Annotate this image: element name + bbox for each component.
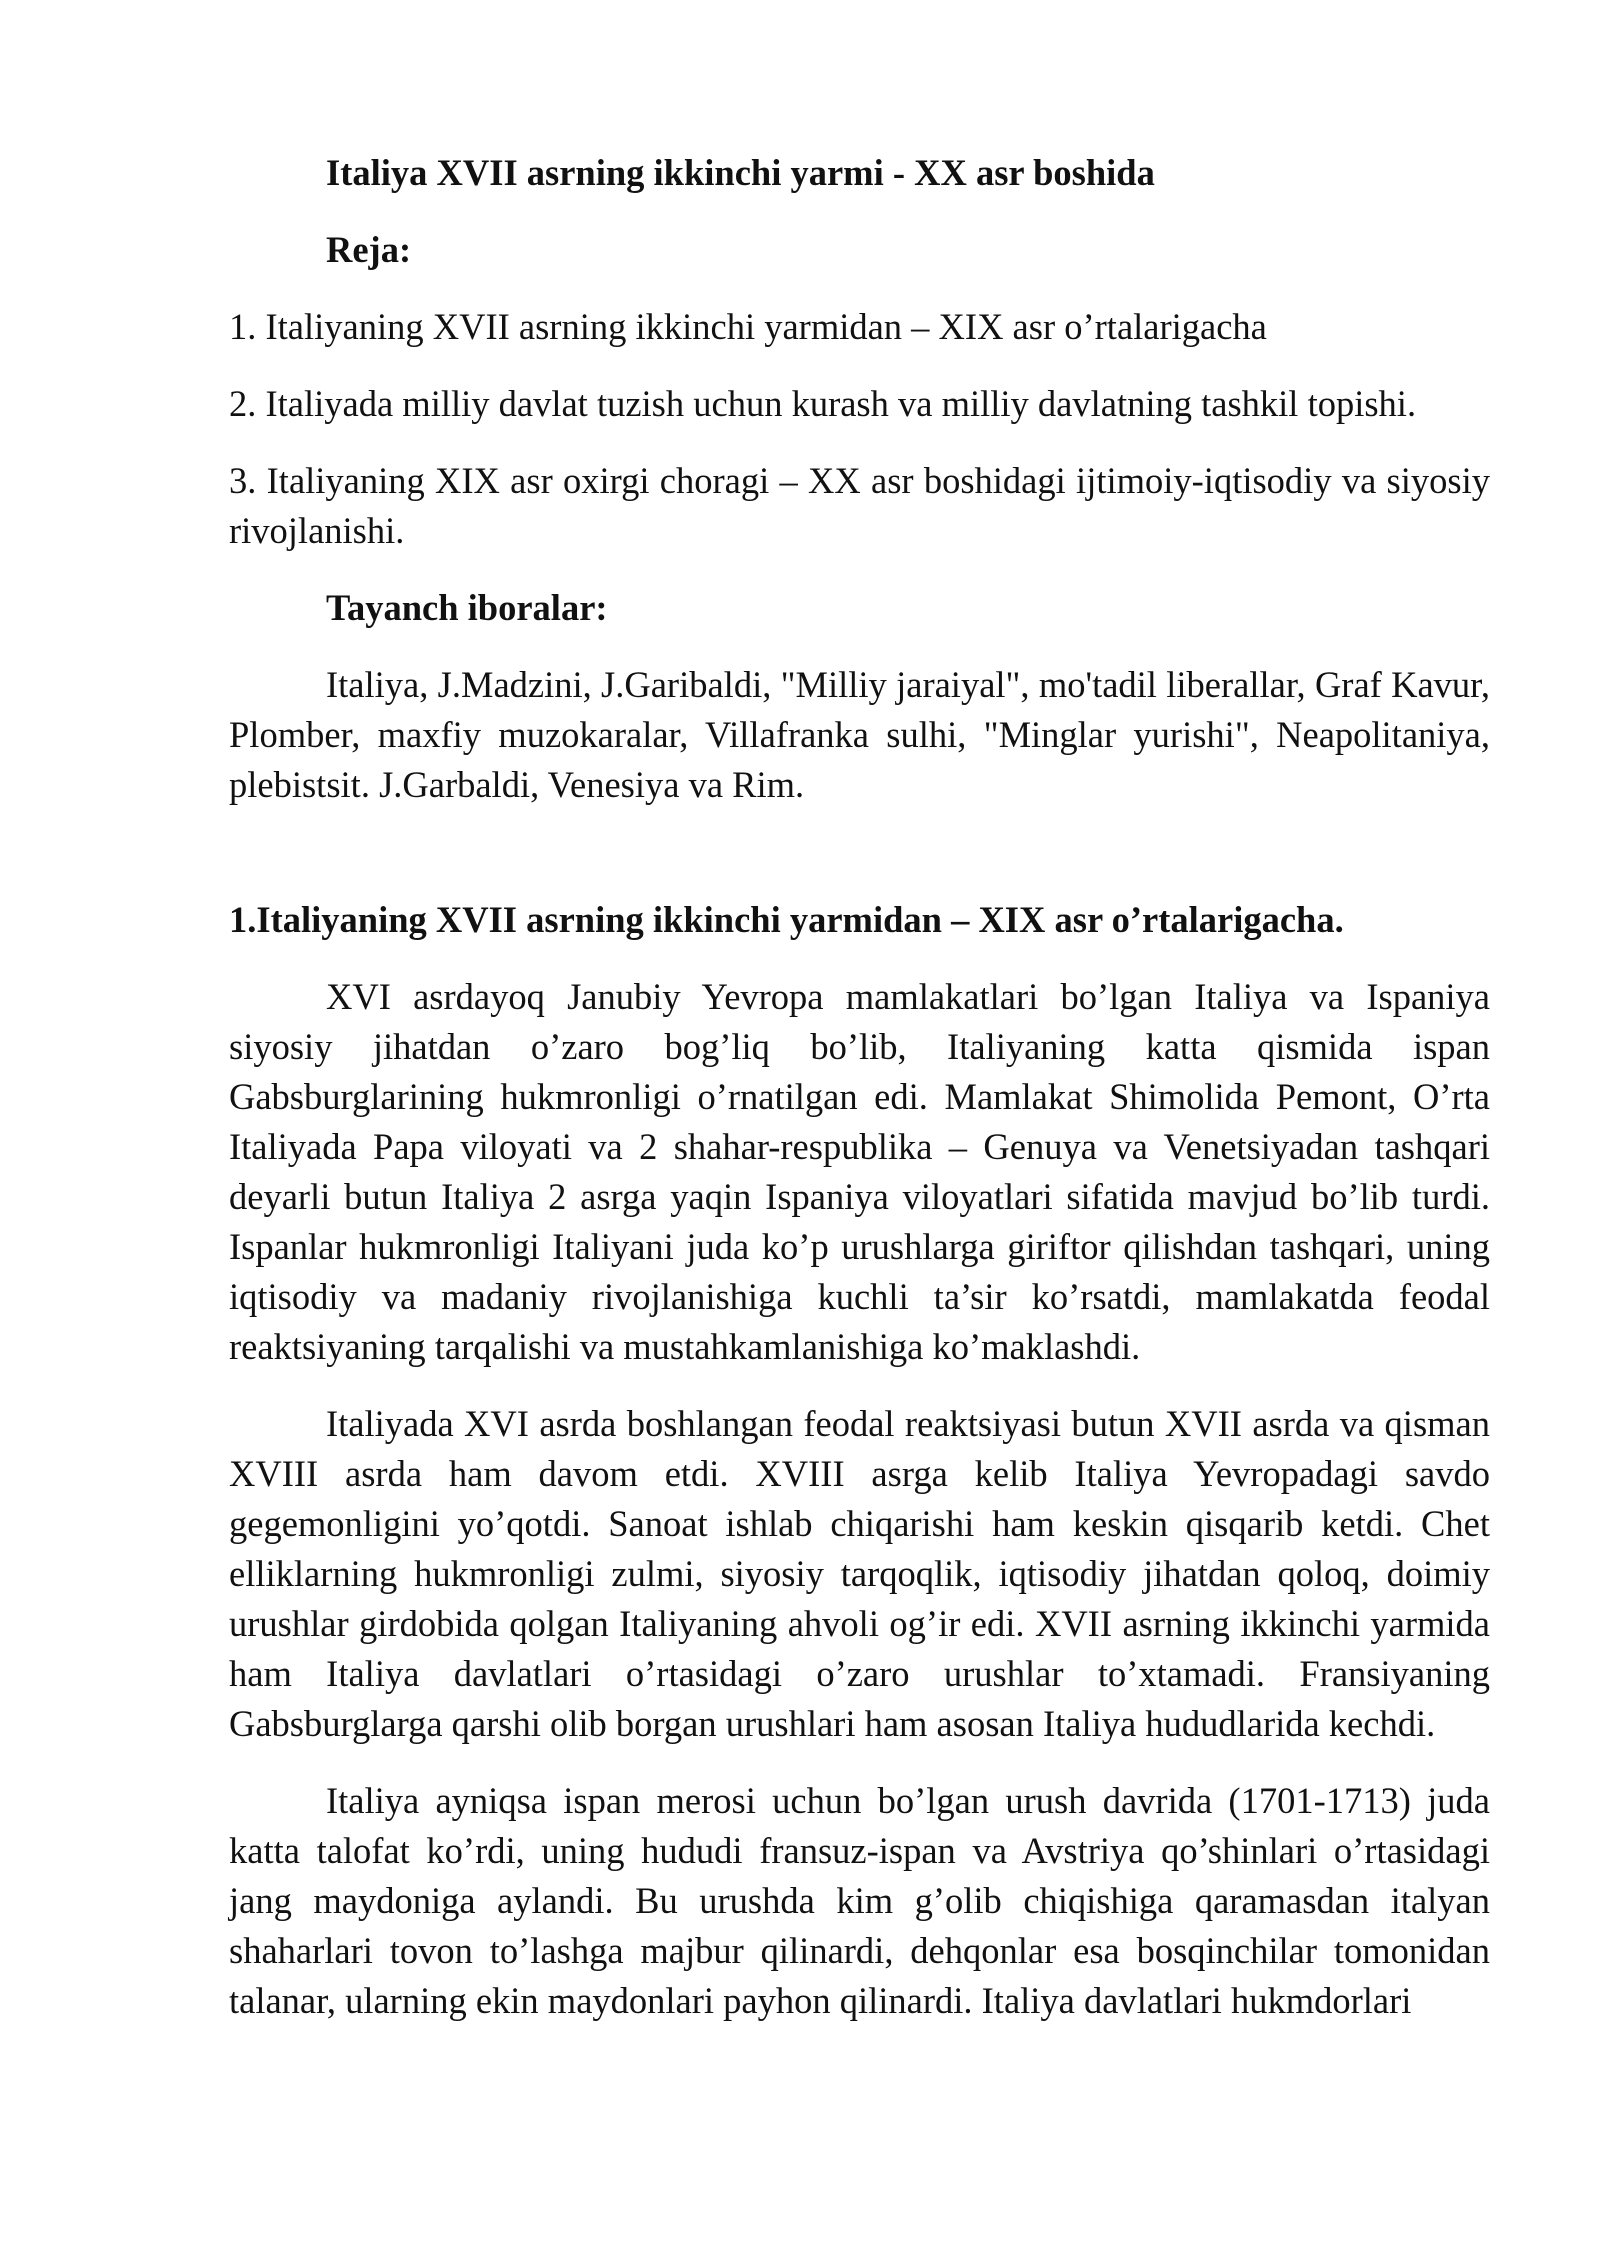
plan-item-1: 1. Italiyaning XVII asrning ikkinchi yarmidan – XIX asr o’rtalarigacha [229,306,1267,347]
keywords-heading: Tayanch iboralar: [326,587,608,628]
plan-item-3: 3. Italiyaning XIX asr oxirgi choragi – XX asr boshidagi ijtimoiy-iqtisodiy va siyosiy rivojlanishi. [229,460,1490,551]
document-title: Italiya XVII asrning ikkinchi yarmi - XX asr boshida [326,152,1155,193]
section-heading: 1.Italiyaning XVII asrning ikkinchi yarmidan – XIX asr o’rtalarigacha. [229,899,1344,940]
body-paragraph-1: XVI asrdayoq Janubiy Yevropa mamlakatlari bo’lgan Italiya va Ispaniya siyosiy jihatdan o’zaro bog’liq bo’lib, Italiyaning katta qismida ispan Gabsburglarining hukmronligi o’rnatilgan edi. Mamlakat Shimolida Pemont, O’rta Italiyada Papa viloyati va 2 shahar-respublika – Genuya va Venetsiyadan tashqari deyarli butun Italiya 2 asrga yaqin Ispaniya viloyatlari sifatida mavjud bo’lib turdi. Ispanlar hukmronligi Italiyani juda ko’p urushlarga giriftor qilishdan tashqari, uning iqtisodiy va madaniy rivojlanishiga kuchli ta’sir ko’rsatdi, mamlakatda feodal reaktsiyaning tarqalishi va mustahkamlanishiga ko’maklashdi. [229,976,1490,1367]
plan-heading: Reja: [326,229,412,270]
body-paragraph-3: Italiya ayniqsa ispan merosi uchun bo’lgan urush davrida (1701-1713) juda katta talofat ko’rdi, uning hududi fransuz-ispan va Avstriya qo’shinlari o’rtasidagi jang maydoniga aylandi. Bu urushda kim g’olib chiqishiga qaramasdan italyan shaharlari tovon to’lashga majbur qilinardi, dehqonlar esa bosqinchilar tomonidan talanar, ularning ekin maydonlari payhon qilinardi. Italiya davlatlari hukmdorlari [229,1780,1490,2021]
plan-item-2: 2. Italiyada milliy davlat tuzish uchun kurash va milliy davlatning tashkil topishi. [229,383,1417,424]
keywords-text: Italiya, J.Madzini, J.Garibaldi, "Milliy jaraiyal", mo'tadil liberallar, Graf Kavur, Plomber, maxfiy muzokaralar, Villafranka sulhi, "Minglar yurishi", Neapolitaniya, plebistsit. J.Garbaldi, Venesiya va Rim. [229,664,1490,805]
body-paragraph-2: Italiyada XVI asrda boshlangan feodal reaktsiyasi butun XVII asrda va qisman XVIII asrda ham davom etdi. XVIII asrga kelib Italiya Yevropadagi savdo gegemonligini yo’qotdi. Sanoat ishlab chiqarishi ham keskin qisqarib ketdi. Chet elliklarning hukmronligi zulmi, siyosiy tarqoqlik, iqtisodiy jihatdan qoloq, doimiy urushlar girdobida qolgan Italiyaning ahvoli og’ir edi. XVII asrning ikkinchi yarmida ham Italiya davlatlari o’rtasidagi o’zaro urushlar to’xtamadi. Fransiyaning Gabsburglarga qarshi olib borgan urushlari ham asosan Italiya hududlarida kechdi. [229,1403,1490,1744]
